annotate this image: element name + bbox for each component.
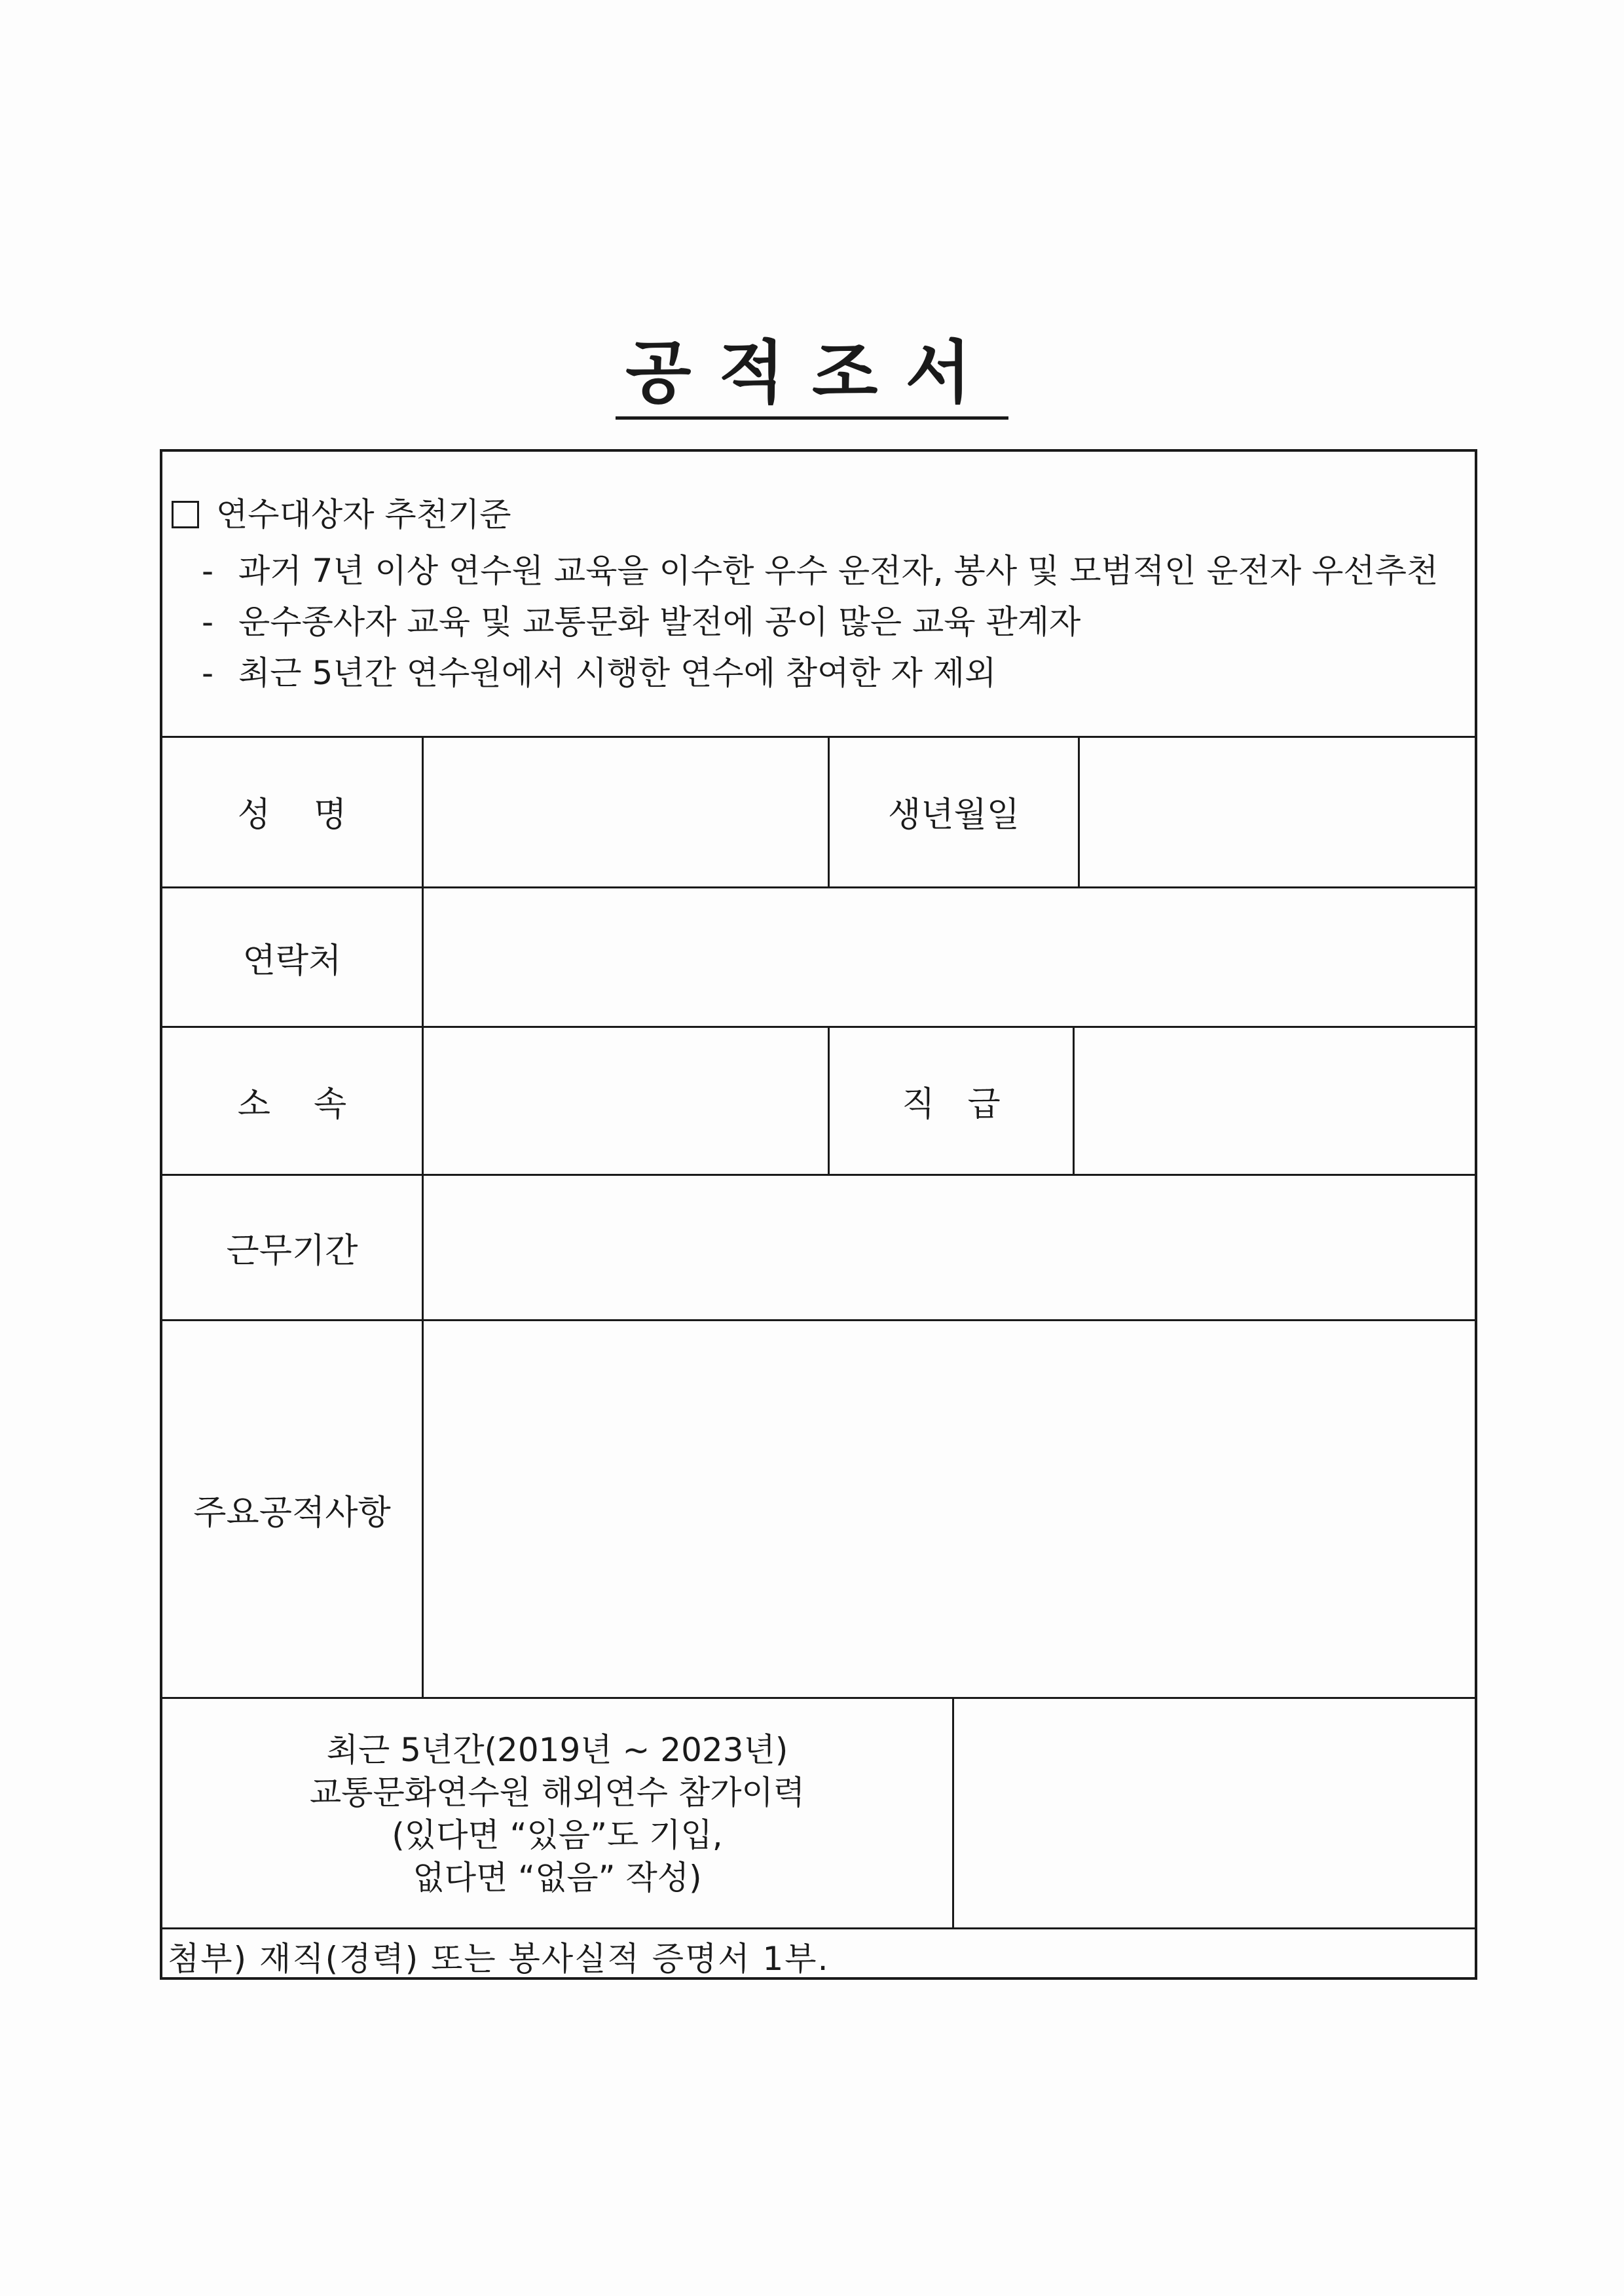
birth-label-cell [830,736,1078,886]
merits-field[interactable] [424,1321,1477,1697]
name-label: 성명 [237,795,390,835]
contact-field[interactable] [424,888,1477,1026]
period-label: 근무기간 [226,1231,358,1271]
criteria-heading-row [172,488,511,536]
page-title: 공적조서 [616,331,1008,420]
birth-label: 생년월일 [888,795,1020,835]
position-field[interactable] [1075,1028,1477,1174]
history-label-line: 최근 5년간(2019년 ~ 2023년) [326,1731,788,1769]
merits-label: 주요공적사항 [193,1493,391,1533]
criteria-heading: 연수대상자 추천기준 [216,496,511,534]
name-label-cell [162,736,422,886]
contact-label-cell [162,888,422,1026]
history-label-line: 교통문화연수원 해외연수 참가이력 [309,1774,805,1812]
history-label-line: (있다면 “있음”도 기입, [392,1816,723,1854]
merit-form [160,449,1477,1980]
criteria-item [202,545,1438,592]
period-field[interactable] [424,1176,1477,1319]
criteria-item [202,596,1080,643]
affiliation-field[interactable] [424,1028,828,1174]
position-label-cell [830,1028,1073,1174]
affiliation-label: 소속 [237,1085,390,1124]
history-label-cell [162,1699,952,1929]
criteria-item-text: 과거 7년 이상 연수원 교육을 이수한 우수 운전자, 봉사 및 모범적인 운전자 우선추천 [238,552,1439,590]
history-field[interactable] [954,1699,1477,1927]
position-label: 직급 [902,1085,1033,1124]
name-field[interactable] [424,736,828,886]
contact-label: 연락처 [242,941,342,981]
affiliation-label-cell [162,1028,422,1174]
history-label-line: 없다면 “없음” 작성) [413,1859,702,1897]
criteria-item-text: 최근 5년간 연수원에서 시행한 연수에 참여한 자 제외 [238,654,997,692]
attachment-note: 첨부) 재직(경력) 또는 봉사실적 증명서 1부. [168,1939,830,1978]
checkbox-icon [172,501,199,528]
dash-icon: - [202,654,214,692]
dash-icon: - [202,603,214,641]
criteria-section [162,452,1475,738]
merits-label-cell [162,1321,422,1697]
criteria-item-text: 운수종사자 교육 및 교통문화 발전에 공이 많은 교육 관계자 [238,603,1081,641]
dash-icon: - [202,552,214,590]
criteria-item [202,647,996,694]
birth-field[interactable] [1080,736,1477,886]
period-label-cell [162,1176,422,1319]
